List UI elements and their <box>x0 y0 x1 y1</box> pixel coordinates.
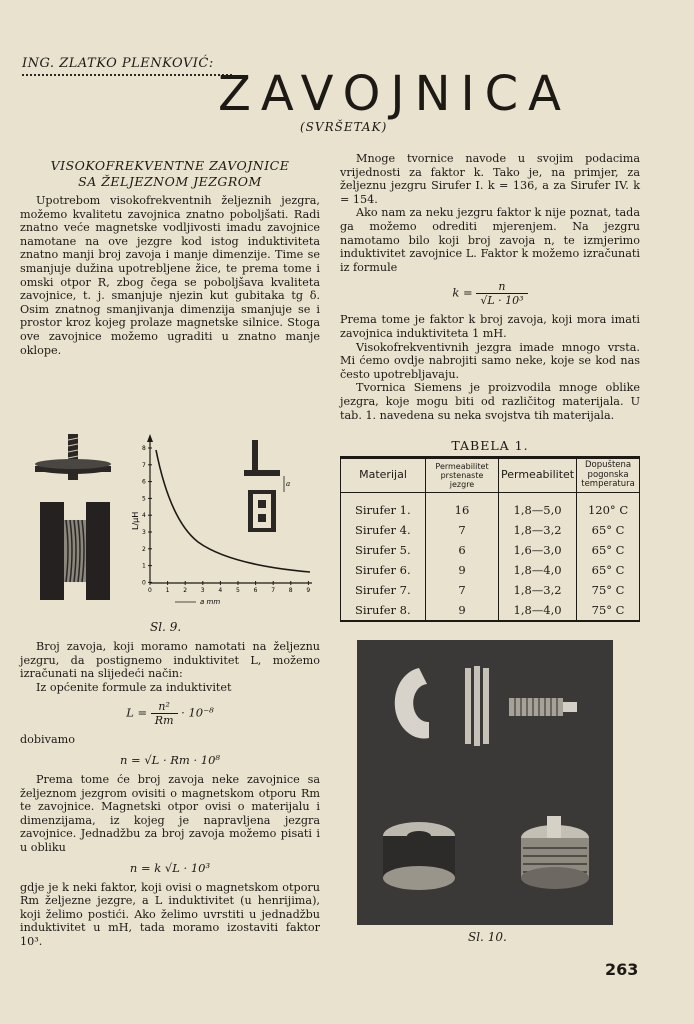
formula-turns-k: n = k √L · 10³ <box>129 860 211 875</box>
paragraph: Iz općenite formule za induktivitet <box>36 680 232 694</box>
table-row <box>341 560 640 580</box>
table-cell: 9 <box>426 600 499 621</box>
section-heading-line-2: SA ŽELJEZNOM JEZGROM <box>78 174 262 189</box>
author-line: ING. ZLATKO PLENKOVIĆ: <box>22 56 214 71</box>
paragraph: Prema tome je faktor k broj zavoja, koji mora imati zavojnica induktiviteta 1 mH. <box>340 313 640 340</box>
table-cell: 65° C <box>577 540 640 560</box>
paragraph: Visokofrekventivnih jezgra imade mnogo vrsta. Mi ćemo ovdje nabrojiti samo neke, koje se kod nas često upotrebljavaju. <box>340 340 640 381</box>
table-cell: 6 <box>426 540 499 560</box>
table-cell: 1,8—5,0 <box>499 492 577 520</box>
left-column-top <box>20 152 320 357</box>
table-cell: 16 <box>426 492 499 520</box>
figure-9 <box>20 420 320 640</box>
x-tick-label: 4 <box>218 587 223 594</box>
y-tick-label: 0 <box>142 579 146 587</box>
y-tick-label: 7 <box>142 461 146 469</box>
table-cell: 7 <box>426 520 499 540</box>
author-underline <box>22 74 232 76</box>
formula-k <box>340 280 640 307</box>
table-cell: 65° C <box>577 560 640 580</box>
table-cell: 1,8—3,2 <box>499 580 577 600</box>
table-row <box>341 520 640 540</box>
formula-factor: · 10⁻⁸ <box>181 705 214 720</box>
table-cell: 120° C <box>577 492 640 520</box>
cup-core-left <box>383 822 455 890</box>
x-tick-label: 6 <box>253 587 258 594</box>
table-cell: Sirufer 8. <box>341 600 426 621</box>
table-cell: 9 <box>426 560 499 580</box>
materials-table <box>340 456 640 622</box>
table-cell: 75° C <box>577 580 640 600</box>
paragraph: dobivamo <box>20 733 75 747</box>
formula-fraction <box>151 700 178 727</box>
y-tick-label: 1 <box>142 562 146 570</box>
table-row <box>341 540 640 560</box>
paragraph: Tvornica Siemens je proizvodila mnoge oblike jezgra, koje mogu biti od različitog materijala. U tab. 1. navedena su neka svojstva tih materijala. <box>340 381 640 422</box>
paragraph: Upotrebom visokofrekventnih željeznih jezgra, možemo kvalitetu zavojnica znatno poboljšati. Radi znatno veće magnetske vodljivosti imadu zavojnice namotane na ove jezgre kod istog induktiviteta znatno manji broj zavoja i manje dimenzije. Time se smanjuje dužina upotrebljene žice, te prema tome i omski otpor R, zbog čega se poboljšava kvaliteta zavojnice, t. j. smanjuje njezin kut gubitaka tg δ. Osim znatnog smanjivanja dimenzija smanjuje se i prostor kroz kojeg prolaze magnetske silnice. Stoga ove zavojnice možemo ugraditi u znatno manje oklope. <box>20 194 320 357</box>
table-header-cell: Dopuštena pogonska temperatura <box>577 458 640 493</box>
figure-10-photo <box>357 640 613 925</box>
table-header-row <box>341 458 640 493</box>
page-number: 263 <box>605 960 639 979</box>
table-row <box>341 580 640 600</box>
formula-numerator: n² <box>151 700 178 714</box>
core-screw-drawing <box>35 434 111 480</box>
left-column-bottom <box>20 640 320 949</box>
formula-lhs: L = <box>126 705 148 720</box>
table-cell: 75° C <box>577 600 640 621</box>
table-title: TABELA 1. <box>451 438 529 453</box>
formula-denominator: √L · 10³ <box>480 294 524 308</box>
y-axis-label: L/μH <box>131 511 140 530</box>
table-header-cell: Permeabilitet <box>499 458 577 493</box>
x-tick-label: 0 <box>148 587 152 594</box>
y-tick-label: 3 <box>142 529 146 536</box>
right-column <box>340 152 640 422</box>
x-tick-label: 1 <box>165 587 170 594</box>
table-cell: 1,8—4,0 <box>499 600 577 621</box>
section-heading <box>20 158 320 190</box>
table-header-cell: Permeabilitet prstenaste jezgre <box>426 458 499 493</box>
table-row <box>341 492 640 520</box>
section-heading-line-1: VISOKOFREKVENTNE ZAVOJNICE <box>50 158 290 173</box>
paragraph: Mnoge tvornice navode u svojim podacima vrijednosti za faktor k. Tako je, na primjer, za željeznu jezgru Sirufer I. k = 136, a za Sirufer IV. k = 154. <box>340 152 640 206</box>
cup-cores-drawing <box>40 502 110 600</box>
table-cell: Sirufer 5. <box>341 540 426 560</box>
table-cell: 7 <box>426 580 499 600</box>
table-cell: Sirufer 7. <box>341 580 426 600</box>
inductance-curve <box>156 450 310 572</box>
x-tick-label: 9 <box>306 587 311 594</box>
table-header-cell: Materijal <box>341 458 426 493</box>
x-axis-label: a mm <box>200 598 221 606</box>
y-tick-label: 8 <box>142 445 146 452</box>
formula-turns: n = √L · Rm · 10⁸ <box>119 752 221 767</box>
y-tick-label: 5 <box>142 495 146 503</box>
formula-fraction <box>476 280 527 307</box>
figure-9-caption: Sl. 9. <box>150 620 182 634</box>
y-tick-label: 4 <box>142 512 146 520</box>
article-subtitle: (SVRŠETAK) <box>300 120 388 134</box>
formula-denominator: Rm <box>154 714 174 728</box>
x-tick-label: 3 <box>200 587 205 594</box>
x-tick-label: 2 <box>183 587 188 594</box>
y-tick-label: 6 <box>142 478 146 486</box>
formula-numerator: n <box>476 280 527 294</box>
a-dimension-label: a <box>286 480 291 488</box>
table-cell: 1,6—3,0 <box>499 540 577 560</box>
formula-inductance <box>20 700 320 727</box>
disc-cores <box>465 666 489 746</box>
table-cell: Sirufer 1. <box>341 492 426 520</box>
x-tick-label: 7 <box>271 587 276 594</box>
table-cell: 65° C <box>577 520 640 540</box>
paragraph: Ako nam za neku jezgru faktor k nije poznat, tada ga možemo odrediti mjerenjem. Na jezgru namotamo bilo koji broj zavoja n, te izmjerimo induktivitet zavojnice L. Faktor k možemo izračunati iz formule <box>340 206 640 274</box>
table-row <box>341 600 640 621</box>
table-cell: 1,8—4,0 <box>499 560 577 580</box>
paragraph: Prema tome će broj zavoja neke zavojnice sa željeznom jezgrom ovisiti o magnetskom otporu Rm te zavojnice. Magnetski otpor ovisi o materijalu i dimenzijama, iz kojeg je napravljena jezgra zavojnice. Jednadžbu za broj zavoja možemo pisati i u obliku <box>20 772 320 854</box>
x-tick-label: 5 <box>236 587 240 594</box>
table-cell: Sirufer 6. <box>341 560 426 580</box>
core-section-diagram <box>244 440 290 532</box>
table-cell: Sirufer 4. <box>341 520 426 540</box>
article-title: ZAVOJNICA <box>218 66 571 122</box>
inductance-graph <box>131 434 312 606</box>
figure-10-caption: Sl. 10. <box>468 930 507 944</box>
paragraph: Broj zavoja, koji moramo namotati na željeznu jezgru, da postignemo induktivitet L, možemo izračunati na slijedeći način: <box>20 640 320 681</box>
y-tick-label: 2 <box>142 545 146 553</box>
formula-lhs: k = <box>452 285 473 300</box>
table-cell: 1,8—3,2 <box>499 520 577 540</box>
paragraph: gdje je k neki faktor, koji ovisi o magnetskom otporu Rm željezne jezgre, a L induktivitet (u henrijima), koji želimo postići. Ako želimo uvrstiti u jednadžbu induktivitet u mH, tada moramo izostaviti faktor 10³. <box>20 880 320 948</box>
x-tick-label: 8 <box>288 587 293 594</box>
